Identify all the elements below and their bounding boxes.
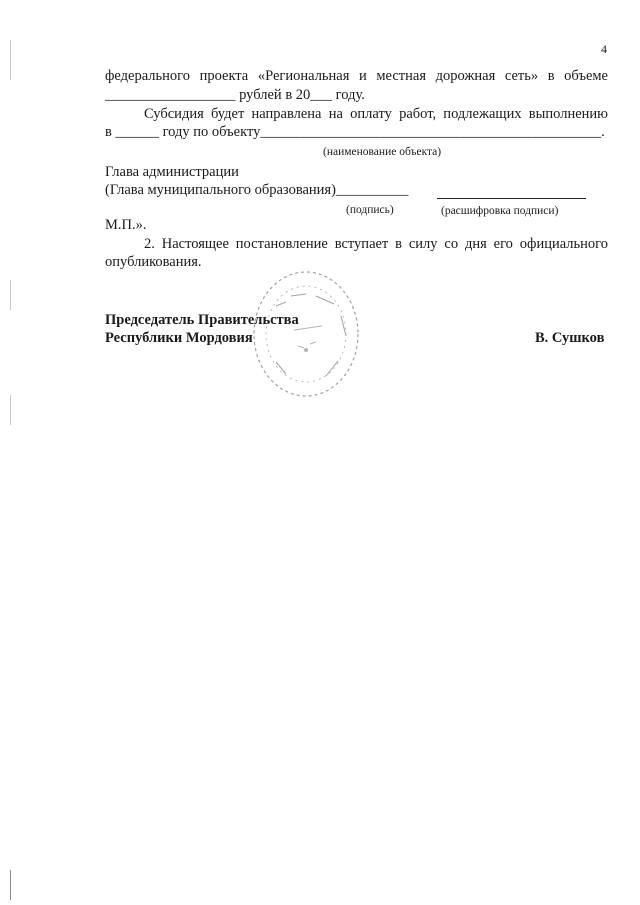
para1-line2: __________________ рублей в 20___ году. [105,87,365,103]
para2-line2: в ______ году по объекту_______________________________________________. [105,124,605,140]
para2-line1: Субсидия будет направлена на оплату работ, подлежащих выполнению [144,106,608,122]
official-seal [246,266,366,406]
para3-line2: опубликования. [105,254,202,270]
signatory-title-line2: Республики Мордовия [105,330,253,346]
head-line2: (Глава муниципального образования)__________ [105,182,409,198]
scan-margin-mark [10,870,11,900]
signatory-name: В. Сушков [535,330,605,346]
head-line1: Глава администрации [105,164,239,180]
decode-signature-underline [437,198,586,199]
page-number: 4 [601,42,607,56]
signature-decode-caption: (расшифровка подписи) [441,205,559,217]
signature-caption: (подпись) [346,204,394,216]
para3-line1: 2. Настоящее постановление вступает в силу со дня его официального [144,236,608,252]
scan-margin-mark [10,395,11,425]
scan-margin-mark [10,40,11,80]
scan-margin-mark [10,280,11,310]
signatory-title-line1: Председатель Правительства [105,312,299,328]
para1-line1: федерального проекта «Региональная и местная дорожная сеть» в объеме [105,68,608,84]
object-name-caption: (наименование объекта) [323,146,442,158]
seal-place-mark: М.П.». [105,217,147,233]
